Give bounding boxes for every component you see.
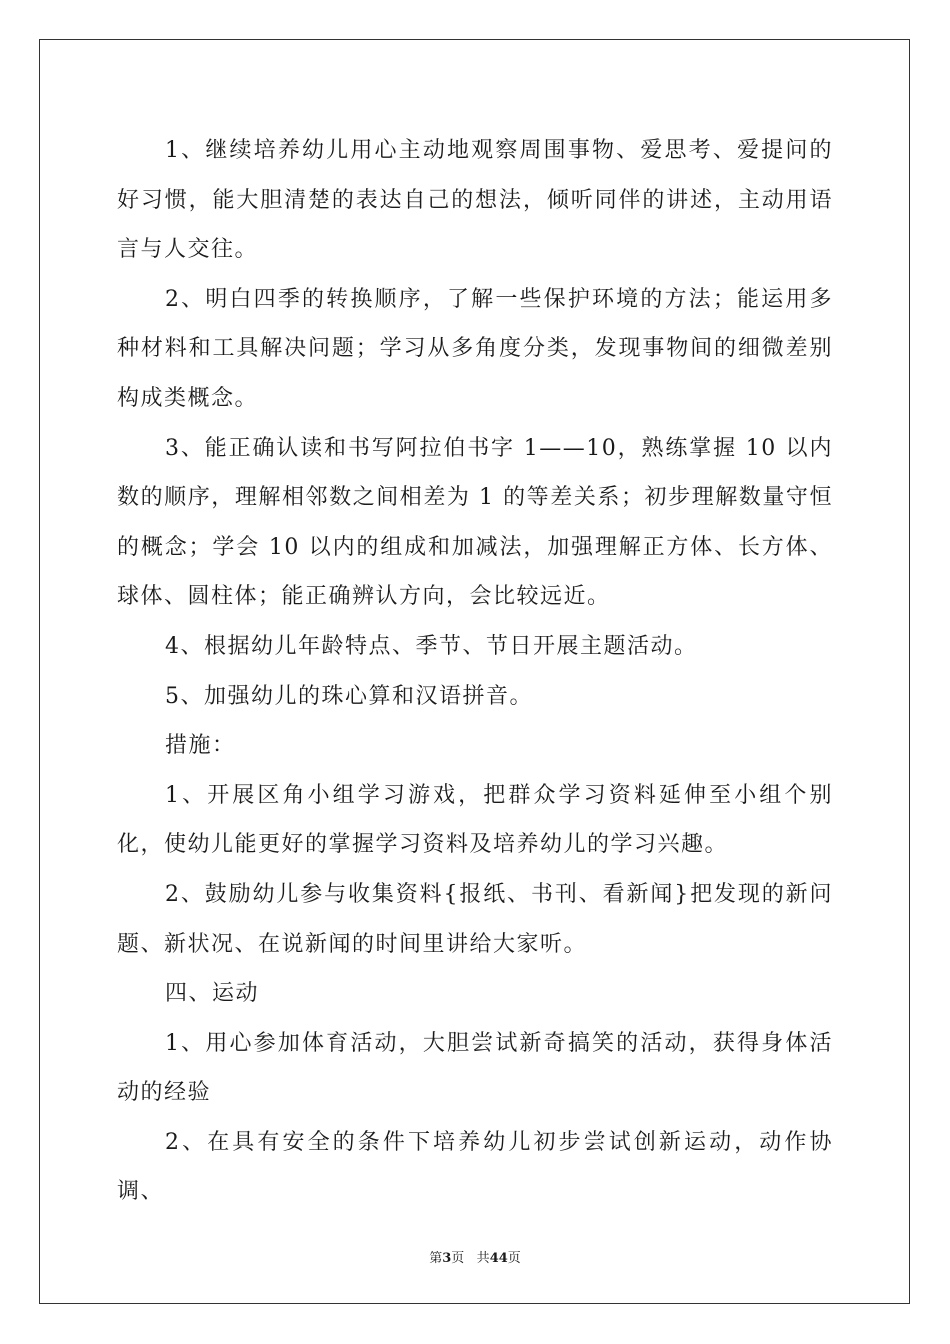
section-heading-measures: 措施： — [165, 733, 236, 759]
paragraph-sports-1: 1、用心参加体育活动，大胆尝试新奇搞笑的活动，获得身体活动的经验 — [117, 1030, 833, 1106]
footer-total-prefix: 共 — [476, 1251, 490, 1266]
paragraph-sports-2: 2、在具有安全的条件下培养幼儿初步尝试创新运动，动作协调、 — [117, 1129, 833, 1205]
page-footer — [0, 1247, 950, 1266]
section-heading-sports: 四、运动 — [165, 981, 260, 1007]
footer-page-number: 3 — [442, 1251, 452, 1266]
document-body — [117, 126, 833, 1217]
paragraph-measure-2: 2、鼓励幼儿参与收集资料{报纸、书刊、看新闻}把发现的新问题、新状况、在说新闻的时间里讲给大家听。 — [117, 881, 833, 957]
paragraph-goal-2: 2、明白四季的转换顺序，了解一些保护环境的方法；能运用多种材料和工具解决问题；学习从多角度分类，发现事物间的细微差别构成类概念。 — [117, 286, 833, 411]
footer-total-pages: 44 — [489, 1251, 508, 1266]
footer-page-suffix: 页 — [451, 1251, 465, 1266]
footer-total-suffix: 页 — [507, 1251, 521, 1266]
paragraph-goal-1: 1、继续培养幼儿用心主动地观察周围事物、爱思考、爱提问的好习惯，能大胆清楚的表达自己的想法，倾听同伴的讲述，主动用语言与人交往。 — [117, 138, 833, 263]
paragraph-measure-1: 1、开展区角小组学习游戏，把群众学习资料延伸至小组个别化，使幼儿能更好的掌握学习资料及培养幼儿的学习兴趣。 — [117, 782, 833, 858]
paragraph-goal-4: 4、根据幼儿年龄特点、季节、节日开展主题活动。 — [165, 633, 698, 659]
paragraph-goal-5: 5、加强幼儿的珠心算和汉语拼音。 — [165, 683, 533, 709]
paragraph-goal-3: 3、能正确认读和书写阿拉伯书字 1——10，熟练掌握 10 以内数的顺序，理解相邻数之间相差为 1 的等差关系；初步理解数量守恒的概念；学会 10 以内的组成和加减法，加强理解正方体、长方体、球体、圆柱体；能正确辨认方向，会比较远近。 — [117, 435, 833, 610]
footer-page-prefix: 第 — [429, 1251, 443, 1266]
